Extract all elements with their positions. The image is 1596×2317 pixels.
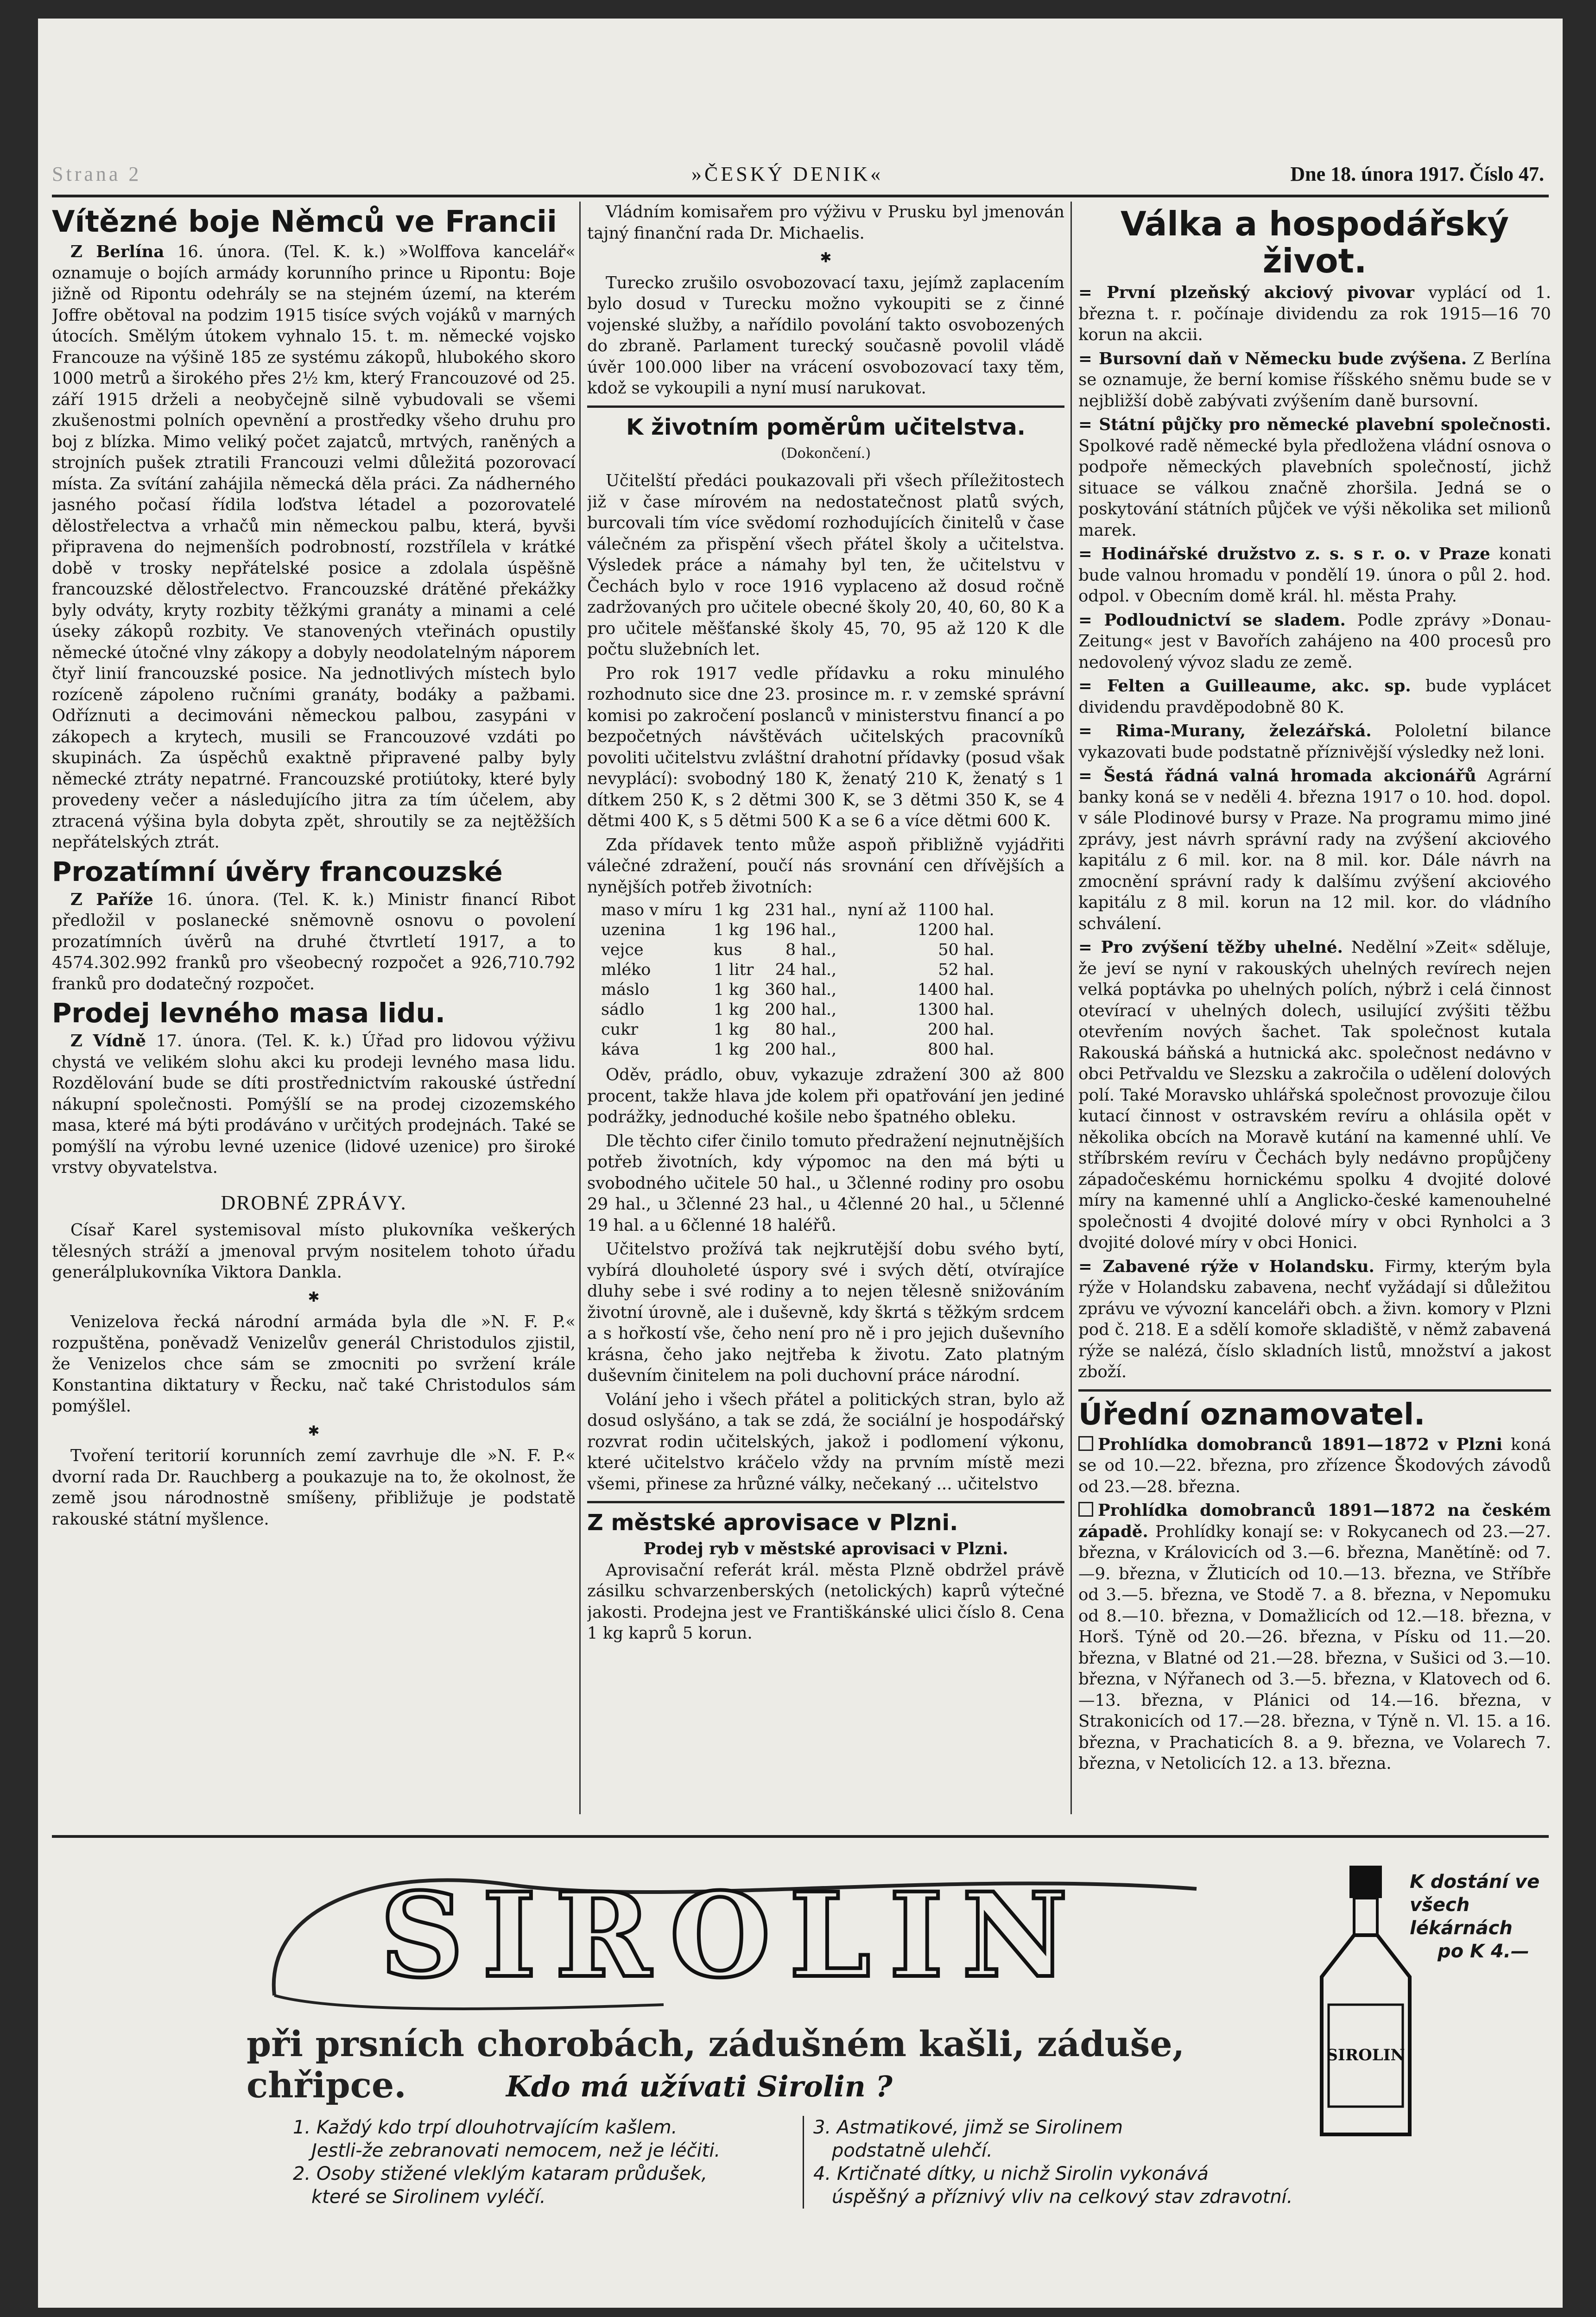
item-title: = Felten a Guilleaume, akc. sp.: [1078, 677, 1411, 696]
price-cell-item: vejce: [601, 941, 644, 959]
price-cell-item: sádlo: [601, 1000, 645, 1019]
economy-news-item: [1078, 721, 1551, 763]
price-note-line: všech lékárnách: [1410, 1894, 1513, 1939]
article-paragraph: Pro rok 1917 vedle přídavku a roku minulého rozhodnuto sice dne 23. prosince m. r. v zemské správní komisi po zakročení poslanců v ministerstvu financí a po bezpočetných návštěvách učitelských pracovníků povoliti učitelstvu zvláštní drahotní přídavky (posud však nevyplácí): svobodný 180 K, ženatý 210 K, ženatý s 1 dítkem 250 K, s 2 dětmi 300 K, se 3 dětmi 350 K, se 4 dětmi 400 K, s 5 dětmi 500 K a se 6 a více dětmi 600 K.: [587, 664, 1064, 830]
price-cell-old: 231 hal.,: [765, 901, 837, 919]
section-heading-short-news: DROBNÉ ZPRÁVY.: [221, 1191, 407, 1214]
price-cell-new: 1200 hal.: [917, 921, 994, 939]
item-text: Pololetní bilance vykazovati bude podstatně příznivější výsledky než loni.: [1078, 722, 1551, 762]
item-text: Podle zprávy »Donau-Zeitung« jest v Bavořích zahájeno na 400 procesů pro nedovolený vývoz sladu ze země.: [1078, 610, 1551, 672]
indication-item: 2. Osoby stižené vleklým kataram průdušek,: [293, 2163, 708, 2184]
article-text: 16. února. (Tel. K. k.) Ministr financí Ribot předložil v poslanecké sněmovně osnovu o povolení prozatímních úvěrů na druhé čtvrtletí 1917, a to 4574.302.992 franků pro všeobecný rozpočet a 926,710.792 franků pro dodatečný rozpočet.: [52, 890, 576, 994]
article-paragraph: Vládním komisařem pro výživu v Prusku byl jmenován tajný finanční rada Dr. Michaelis.: [587, 203, 1064, 243]
headline-teachers: K životním poměrům učitelstva.: [626, 414, 1026, 440]
price-cell-new-label: [848, 980, 917, 1000]
article-paragraph: Učitelští předáci poukazovali při všech příležitostech již v čase mírovém na nedostatečnost platů svých, burcovali tím více svědomí rozhodujících činitelů v čase válečném za přispění všech přátel školy a učitelstva. Výsledek práce a námahy byl ten, že učitelstvu v Čechách bylo v roce 1916 vyplaceno až dosud ročně zadržovaných pro učitele obecné školy 20, 40, 60, 80 K a pro učitele měšťanské školy 45, 70, 95 až 120 K dle počtu služebních let.: [587, 471, 1064, 659]
notice-text: Prohlídky konají se: v Rokycanech od 23.—27. března, v Královicích od 3.—6. března, Manětíně: od 7.—9. března, v Žluticích od 10.—13. března, ve Stříbře od 3.—5. března, ve Stodě 7. a 8. března, v Nepomuku od 8.—10. března, v Domažlicích od 12.—18. března, v Horš. Týně od 20.—26. března, v Písku od 11.—20. března, v Blatné od 21.—28. března, v Sušici od 3.—10. března, v Nýřanech od 3.—5. března, v Klatovech od 6.—13. března, v Plánici od 14.—16. března, v Strakonicích od 17.—28. března, v Týně n. Vl. 15. a 16. března, v Prachaticích 8. a 9. března, ve Volarech 7. března, v Netolicích 12. a 13. března.: [1078, 1522, 1551, 1773]
price-cell-old: 196 hal.,: [765, 921, 837, 939]
price-cell-qty: 1 kg: [713, 981, 749, 999]
section-rule: [587, 1501, 1064, 1503]
item-title: = Rima-Murany, železářská.: [1078, 722, 1372, 741]
checkbox-icon: [1078, 1436, 1093, 1451]
article-text: 17. února. (Tel. K. k.) Úřad pro lidovou výživu chystá ve velikém slohu akci ku prodeji levného masa lidu. Rozdělování bude se díti prostřednictvím rakouské ústřední nákupní společnosti. Pomýšlí se na prodej cizozemského masa, které má býti prodáváno v určitých prodejnách. Také se pomýšlí na výrobu levné uzenice (lidové uzenice) pro široké vrstvy obyvatelstva.: [52, 1032, 576, 1177]
column-2: [587, 202, 1064, 1814]
notice-title: Prohlídka domobranců 1891—1872 v Plzni: [1098, 1435, 1503, 1454]
issue-date: Dne 18. února 1917. Číslo 47.: [1290, 163, 1544, 185]
price-row: [601, 1000, 1006, 1020]
price-cell-new-label: nyní až: [848, 901, 906, 919]
price-cell-new: 1300 hal.: [917, 1000, 994, 1019]
economy-news-item: [1078, 348, 1551, 412]
ad-question: Kdo má užívati Sirolin ?: [506, 2070, 893, 2103]
price-cell-qty: 1 kg: [713, 1020, 749, 1039]
price-note-line: po K 4.—: [1438, 1941, 1529, 1962]
price-row: [601, 920, 1006, 940]
column-divider: [579, 202, 581, 1814]
article-paragraph: Aprovisační referát král. města Plzně obdržel právě zásilku schvarzenberských (netolických) kaprů výtečné jakosti. Prodejna jest ve Františkánské ulici číslo 8. Cena 1 kg kaprů 5 korun.: [587, 1560, 1064, 1643]
notice-title: Prohlídka domobranců 1891—1872 na českém západě.: [1078, 1501, 1551, 1541]
headline-credits: Prozatímní úvěry francouzské: [52, 855, 503, 887]
section-rule: [587, 405, 1064, 408]
bottle-label: SIROLIN: [1326, 2046, 1405, 2064]
price-cell-new-label: [848, 940, 917, 960]
item-title: = Pro zvýšení těžby uhelné.: [1078, 938, 1343, 957]
economy-news-item: [1078, 610, 1551, 673]
article-paragraph: Oděv, prádlo, obuv, vykazuje zdražení 300 až 800 procent, takže hlava jde kolem při opatřování jen jediné podrážky, jednoduché košile nebo špatného obleku.: [587, 1065, 1064, 1127]
price-row: [601, 900, 1006, 920]
item-title: = Hodinářské družstvo z. s. s r. o. v Praze: [1078, 544, 1490, 563]
item-title: = Státní půjčky pro německé plavební společnosti.: [1078, 415, 1551, 434]
economy-news-list: [1078, 282, 1551, 1383]
column-3: [1078, 202, 1551, 1814]
item-title: = První plzeňský akciový pivovar: [1078, 283, 1414, 302]
price-row: [601, 940, 1006, 960]
headline-war-economy: Válka a hospodářský život.: [1120, 204, 1509, 280]
dateline: Z Paříže: [70, 890, 153, 909]
official-notice: [1078, 1500, 1551, 1774]
notice-text: koná se od 10.—22. března, pro zřízence Škodových závodů od 23.—28. března.: [1078, 1435, 1551, 1496]
price-cell-old: 200 hal.,: [765, 1000, 837, 1019]
indication-item: které se Sirolinem vyléčí.: [311, 2186, 546, 2208]
item-title: = Podloudnictví se sladem.: [1078, 610, 1346, 630]
dateline: Z Vídně: [70, 1032, 146, 1051]
continued-note: (Dokončení.): [780, 445, 871, 462]
price-note-line: K dostání ve: [1410, 1871, 1540, 1893]
indication-item: 4. Krtičnaté dítky, u nichž Sirolin vykonává: [813, 2163, 1209, 2184]
headline-aprovisace: Z městské aprovisace v Plzni.: [587, 1510, 958, 1536]
economy-news-item: [1078, 544, 1551, 607]
price-cell-item: cukr: [601, 1020, 639, 1039]
indication-item: 3. Astmatikové, jimž se Sirolinem: [813, 2117, 1123, 2138]
article-paragraph: [52, 889, 576, 995]
economy-news-item: [1078, 766, 1551, 934]
price-cell-item: uzenina: [601, 921, 665, 939]
article-paragraph: Zda přídavek tento může aspoň přibližně vyjádřiti válečné zdražení, poučí nás srovnání cen dřívějších a nynějších potřeb životních:: [587, 835, 1064, 897]
price-row: [601, 980, 1006, 1000]
indication-item: úspěšný a příznivý vliv na celkový stav zdravotní.: [832, 2186, 1293, 2208]
economy-news-item: [1078, 676, 1551, 718]
dateline: Z Berlína: [70, 242, 165, 261]
price-cell-qty: 1 kg: [713, 1000, 749, 1019]
indication-item: Jestli-že zebranovati nemocem, než je léčiti.: [311, 2140, 721, 2161]
subheadline-fish: Prodej ryb v městské aprovisaci v Plzni.: [643, 1539, 1008, 1558]
item-text: Firmy, kterým byla rýže v Holandsku zabavena, nechť vyžádají si důležitou zprávu ve vývozní kanceláři obch. a živn. komory v Plzni pod č. 218. E a sdělí komoře skladiště, v němž zabavená rýže se nalézá, číslo skladních listů, množství a jakost zboží.: [1078, 1257, 1551, 1381]
headline-meat-sale: Prodej levného masa lidu.: [52, 997, 445, 1029]
sirolin-advertisement: [52, 1835, 1549, 2283]
price-cell-new: 52 hal.: [938, 961, 994, 979]
price-cell-new-label: [848, 920, 917, 940]
price-row: [601, 960, 1006, 980]
masthead: »ČESKÝ DENIK«: [691, 163, 884, 185]
headline-victory: Vítězné boje Němců ve Francii: [52, 205, 557, 239]
price-cell-item: maso v míru: [601, 901, 703, 919]
separator-star: ✱: [308, 1423, 320, 1439]
item-title: = Bursovní daň v Německu bude zvýšena.: [1078, 349, 1467, 368]
short-news-item: Venizelova řecká národní armáda byla dle »N. F. P.« rozpuštěna, poněvadž Venizelův generál Christodulos zjistil, že Venizelos chce sám se zmocniti po svržení krále Konstantina diktatury v Řecku, nač také Christodulos sám pomýšlel.: [52, 1312, 576, 1416]
price-cell-new: 1400 hal.: [917, 981, 994, 999]
item-text: Agrární banky koná se v neděli 4. března 1917 o 10. hod. dopol. v sále Plodinové bursy v Praze. Na programu mimo jiné zprávy, jest návrh správní rady na zvýšení akciového kapitálu z 6 mil. kor. na 8 mil. kor. Dále návrh na zmocnění správní rady k dalšímu zvýšení akciového kapitálu z 8 mil. korun na 12 mil. kor. do vládního schválení.: [1078, 766, 1551, 933]
article-paragraph: Turecko zrušilo osvobozovací taxu, jejímž zaplacením bylo dosud v Turecku možno vykoupiti se z činné vojenské služby, a nařídilo povolání takto osvobozených do zbraně. Parlament turecký současně povolil vládě úvěr 100.000 liber na vrácení osvobozovací taxy těm, kdož se vykoupili a nyní musí narukovat.: [587, 273, 1064, 398]
newspaper-page: [38, 19, 1563, 2308]
separator-star: ✱: [820, 250, 832, 266]
price-cell-new-label: [848, 960, 917, 980]
economy-news-item: [1078, 282, 1551, 346]
economy-news-item: [1078, 1256, 1551, 1383]
indication-item: 1. Každý kdo trpí dlouhotrvajícím kašlem.: [293, 2117, 678, 2138]
ad-indications-left: [293, 2116, 779, 2209]
headline-official: Úřední oznamovatel.: [1078, 1397, 1425, 1432]
article-paragraph: [52, 1031, 576, 1178]
item-text: Z Berlína se oznamuje, že berní komise říšského sněmu bude se v nejbližší době zabývati zvýšením daně bursovní.: [1078, 349, 1551, 411]
item-text: Spolkové radě německé byla předložena vládní osnova o podpoře německých plavebních společností, jichž situace se válkou značně zhoršila. Jedná se o poskytování státních půjček ve výši několika set milionů marek.: [1078, 436, 1551, 540]
price-cell-new: 50 hal.: [938, 941, 994, 959]
separator-star: ✱: [308, 1289, 320, 1305]
item-text: bude vyplácet dividendu pravděpodobně 80 K.: [1078, 677, 1551, 717]
price-cell-qty: kus: [713, 941, 742, 959]
price-cell-new: 1100 hal.: [917, 901, 994, 919]
official-notice: [1078, 1434, 1551, 1498]
price-cell-old: 8 hal.,: [785, 941, 837, 959]
section-rule: [1078, 1389, 1551, 1392]
price-cell-new: 800 hal.: [927, 1040, 994, 1059]
article-paragraph: Dle těchto cifer činilo tomuto předražení nejnutnějších potřeb životních, kdy výpomoc na den má býti u svobodného učitele 50 hal., u 3členné rodiny pro osobu 29 hal., u 3členné 23 hal., u 4členné 20 hal., u 5členné 19 hal. a u 6členné 18 haléřů.: [587, 1131, 1064, 1235]
indication-item: podstatně ulehčí.: [832, 2140, 993, 2161]
price-cell-qty: 1 litr: [713, 961, 754, 979]
price-cell-new-label: [848, 1000, 917, 1020]
price-row: [601, 1020, 1006, 1040]
article-paragraph: [52, 241, 576, 853]
economy-news-item: [1078, 937, 1551, 1253]
economy-news-item: [1078, 414, 1551, 541]
item-title: = Zabavené rýže v Holandsku.: [1078, 1257, 1374, 1276]
short-news-item: Císař Karel systemisoval místo plukovníka veškerých tělesných stráží a jmenoval prvým nositelem tohoto úřadu generálplukovníka Viktora Dankla.: [52, 1221, 576, 1282]
price-cell-old: 24 hal.,: [775, 961, 837, 979]
price-cell-new: 200 hal.: [927, 1020, 994, 1039]
price-cell-item: mléko: [601, 961, 651, 979]
page-number: Strana 2: [52, 163, 142, 185]
column-divider: [1070, 202, 1072, 1814]
ad-tagline: při prsních chorobách, zádušném kašli, záduše, chřipce.: [247, 2023, 1185, 2106]
price-cell-new-label: [848, 1040, 917, 1060]
item-text: konati bude valnou hromadu v pondělí 19. února o půl 2. hod. odpol. v Obecním domě král. hl. města Prahy.: [1078, 544, 1551, 606]
item-title: = Šestá řádná valná hromada akcionářů: [1078, 766, 1476, 785]
price-cell-qty: 1 kg: [713, 1040, 749, 1059]
price-row: [601, 1040, 1006, 1060]
article-text: 16. února. (Tel. K. k.) »Wolffova kancelář« oznamuje o bojích armády korunního prince u Ripontu: Boje jižně od Ripontu odehrály se na stejném území, na kterém Joffre obětoval na podzim 1915 tisíce svých vojáků v marných útocích. Smělým útokem vyhnalo 15. t. m. německé vojsko Francouze na výšině 185 ze systému zákopů, hlubokého skoro 1000 metrů a širokého přes 2½ km, který Francouzové od 25. září 1915 drželi a neobyčejně silně vybudovali se všemi zkušenostmi polních opevnění a prostředky všeho druhu pro boj z blízka. Mimo veliký počet zajatců, mrtvých, raněných a strojních pušek ztratili Francouzi velmi důležitá pozorovací místa. Za svítání zahájila německá děla práci. Za nádherného jasného počasí řídila loďstva létadel a pozorovatelé dělostřelectva a vrhačů min německou palbu, která, byvši připravena do nejmenších podrobností, rozstřílela v krátké době v trosky nepřátelské posice a zdolala úspěšně francouzské dělostřelectvo. Francouzské drátěné překážky byly odváty, kryty rozbity těžkými granáty a minami a celé úseky zákopů rozbity. Ve stanovených vteřinách opustily německé útočné vlny zákopy a dobyly neodolatelným náporem čtyř linií francouzské posice. Na jednotlivých místech bylo rozíceně zápoleno ručními granáty, bodáky a pažbami. Odříznuti a decimováni německou palbou, zasypáni v zákopech a krytech, musili se Francouzové vzdáti po skupinách. Za úspěchů exaktně připravené palby byly německé ztráty nepatrné. Francouzské protiútoky, které byly provedeny večer a následujícího jitra za tím účelem, aby ztracená výšina byla dobyta zpět, shroutily se za nejtěžších nepřátelských ztrát.: [52, 242, 576, 852]
ad-price-note: [1410, 1870, 1549, 1963]
article-paragraph: Učitelstvo prožívá tak nejkrutější dobu svého bytí, vybírá dlouholeté úspory své i svých dětí, otvírajíce dluhy sebe i své rodiny a to nejen tělesně snižováním životní úrovně, ale i duševně, kdy škrtá s těžkým srdcem a s hořkostí vše, čeho není pro ně i pro jejich duševního krásna, čeho jako nejtřeba k životu. Zato platným duševním činitelem na poli duchovní práce národní.: [587, 1240, 1064, 1385]
price-cell-new-label: [848, 1020, 917, 1040]
price-table: [601, 900, 1006, 1060]
price-cell-qty: 1 kg: [713, 921, 749, 939]
item-text: vyplácí od 1. března t. r. počínaje dividendu za rok 1915—16 70 korun na akcii.: [1078, 283, 1551, 344]
price-cell-item: máslo: [601, 981, 650, 999]
short-news-item: Tvoření teritorií korunních zemí zavrhuje dle »N. F. P.« dvorní rada Dr. Rauchberg a poukazuje na to, že okolnost, že země jsou národnostně smíšeny, přibližuje je podstatě rakouské státní myšlence.: [52, 1446, 576, 1529]
price-cell-old: 360 hal.,: [765, 981, 837, 999]
brand-logo: SIROLIN: [380, 1867, 1087, 2003]
price-cell-qty: 1 kg: [713, 901, 749, 919]
price-cell-item: káva: [601, 1040, 640, 1059]
checkbox-icon: [1078, 1502, 1093, 1517]
ad-indications-right: [803, 2116, 1323, 2209]
price-cell-old: 80 hal.,: [775, 1020, 837, 1039]
price-cell-old: 200 hal.,: [765, 1040, 837, 1059]
column-1: [52, 202, 576, 1814]
article-paragraph: Volání jeho i všech přátel a politických stran, bylo až dosud oslyšáno, a tak se zdá, že sociální je hospodářský rozvrat rodin učitelských, jakož i podlomení výkonu, které učitelstvo kráčelo vždy na prvním místě mezi všemi, přinese za hrůzné války, nečekaný ... učitelstvo: [587, 1390, 1064, 1494]
item-text: Nedělní »Zeit« sděluje, že jeví se nyní v rakouských uhelných revírech nejen velká poptávka po uhelných polích, nýbrž i celá činnost otevírací v uhelných dolech, usilující zvýšiti těžbu otevřením nových šachet. Tak společnost kutala Rakouská báňská a hutnická akc. společnost nedávno v obci Petřvaldu ve Slezsku a zakročila o udělení dolových polí. Také Moravsko uhlářská společnost provozuje čilou kutací činnost v ostravském revíru a ohlásila opět v několika obcích na Moravě kutání na kamenné uhlí. Ve stříbrském revíru v Čechách byly nedávno propůjčeny západočeskému hornickému spolku 4 dvojité dolové míry na kamenné uhlí a Anglicko-české kamenouhelné společnosti 4 dvojité dolové míry v obci Rynholci a 3 dvojité dolové míry v obci Honici.: [1078, 938, 1551, 1252]
page-header: [52, 158, 1549, 197]
